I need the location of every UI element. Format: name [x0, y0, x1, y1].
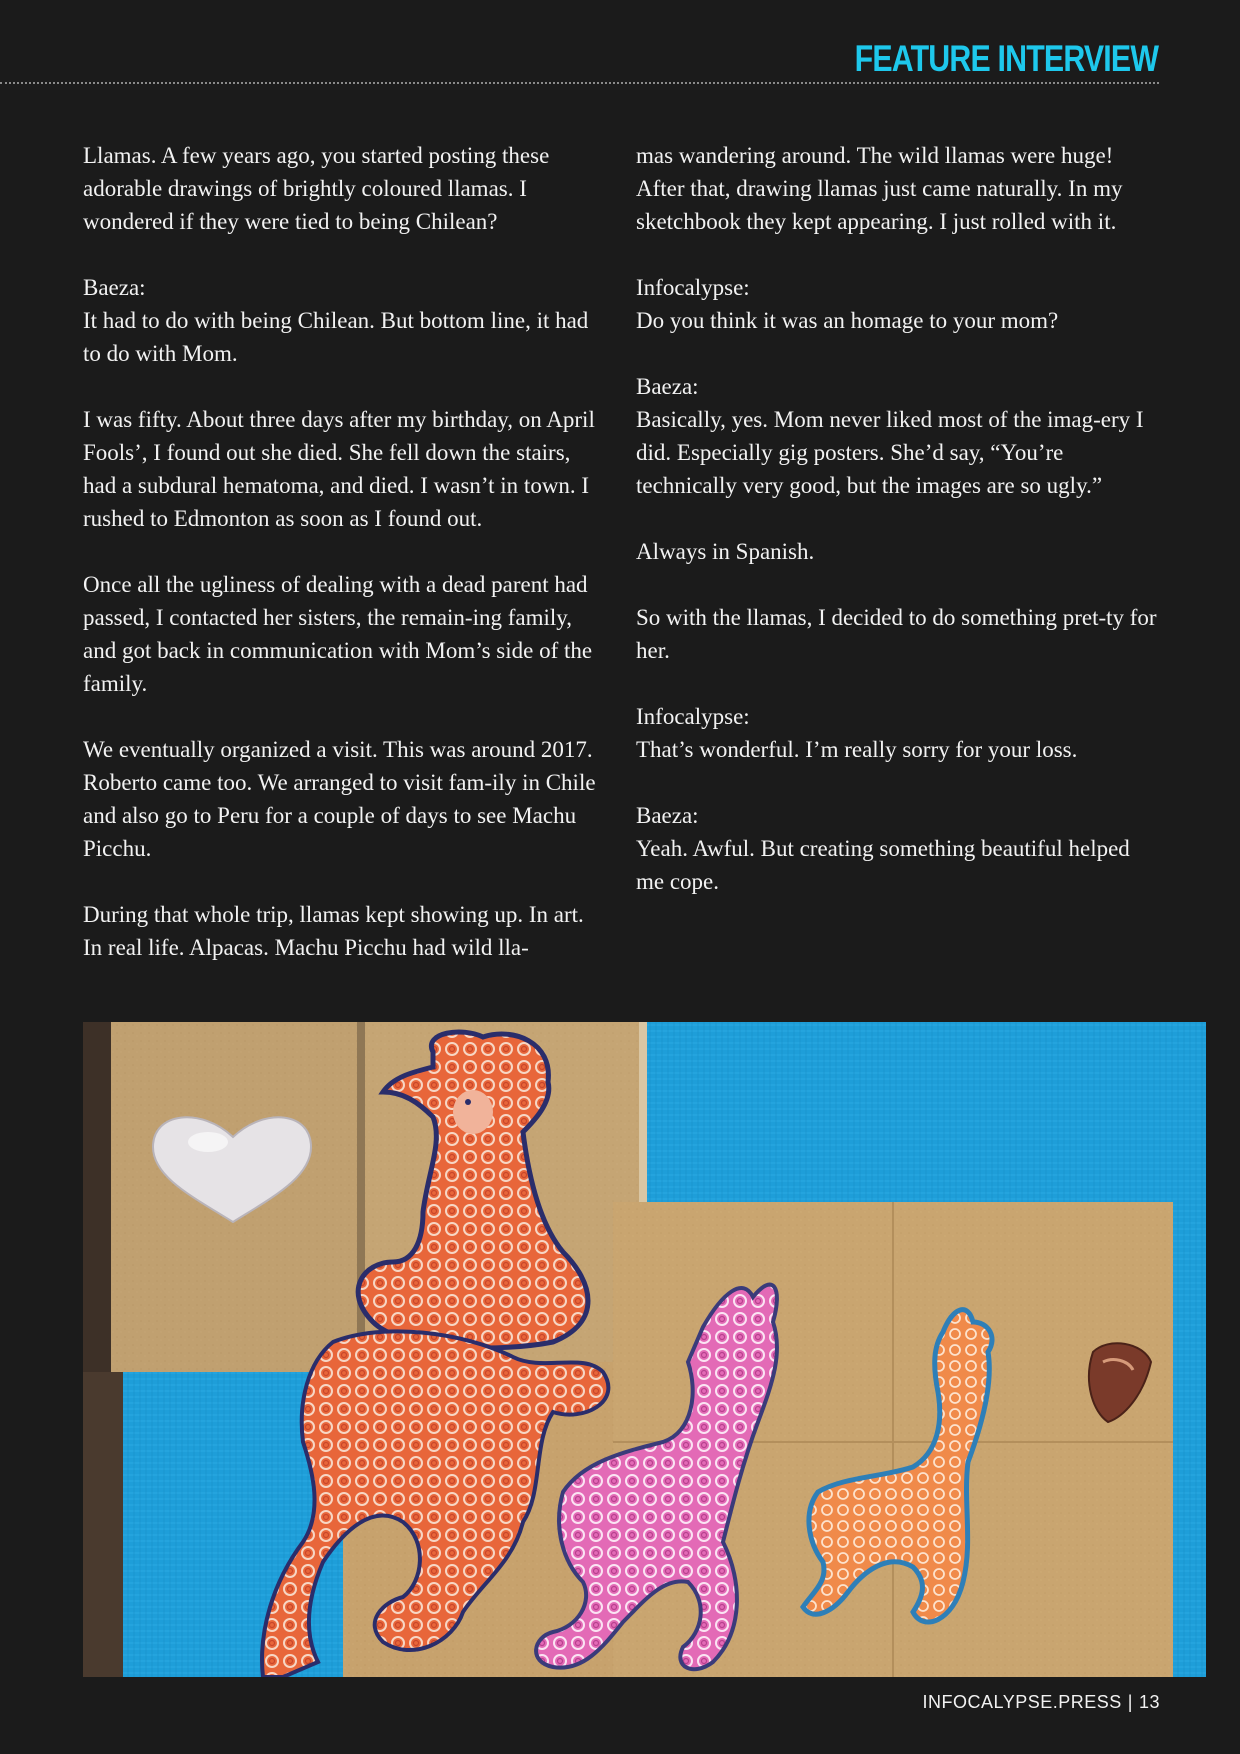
right-column	[636, 139, 1158, 931]
body-paragraph: Always in Spanish.	[636, 539, 815, 564]
speaker-label: Baeza:	[636, 803, 699, 828]
body-paragraph: mas wandering around. The wild llamas were huge! After that, drawing llamas just came naturally. In my sketchbook they kept appearing. I just rolled with it.	[636, 143, 1123, 234]
answer-block	[83, 271, 605, 370]
speaker-label: Baeza:	[636, 374, 699, 399]
page-footer	[923, 1692, 1160, 1713]
speaker-label: Infocalypse:	[636, 275, 750, 300]
llama-sketchbook-photo	[83, 1022, 1206, 1677]
left-column	[83, 139, 605, 964]
body-paragraph: Once all the ugliness of dealing with a dead parent had passed, I contacted her sisters, the remain-ing family, and got back in communication with Mom’s side of the family.	[83, 572, 593, 696]
header-divider	[0, 82, 1159, 84]
section-title: FEATURE INTERVIEW	[854, 38, 1158, 79]
page-number: 13	[1138, 1692, 1160, 1712]
question-text: That’s wonderful. I’m really sorry for your loss.	[636, 737, 1078, 762]
answer-block	[636, 799, 1158, 898]
answer-text: Basically, yes. Mom never liked most of the imag-ery I did. Especially gig posters. She’d say, “You’re technically very good, but the images are so ugly.”	[636, 407, 1144, 498]
question-text: Do you think it was an homage to your mom?	[636, 308, 1059, 333]
question-paragraph: Llamas. A few years ago, you started posting these adorable drawings of brightly coloured llamas. I wondered if they were tied to being Chilean?	[83, 143, 550, 234]
site-name: INFOCALYPSE.PRESS	[922, 1692, 1122, 1712]
speaker-label: Infocalypse:	[636, 704, 750, 729]
speaker-label: Baeza:	[83, 275, 146, 300]
answer-text: It had to do with being Chilean. But bottom line, it had to do with Mom.	[83, 308, 589, 366]
question-block	[636, 271, 1158, 337]
body-paragraph: During that whole trip, llamas kept showing up. In art. In real life. Alpacas. Machu Picchu had wild lla-	[83, 902, 584, 960]
answer-block	[636, 370, 1158, 502]
llama-sketchbook-illustration	[83, 1022, 1206, 1677]
body-paragraph: I was fifty. About three days after my birthday, on April Fools’, I found out she died. She fell down the stairs, had a subdural hematoma, and died. I wasn’t in town. I rushed to Edmonton as soon as I found out.	[83, 407, 595, 531]
question-block	[636, 700, 1158, 766]
body-paragraph: So with the llamas, I decided to do something pret-ty for her.	[636, 605, 1157, 663]
footer-separator: |	[1127, 1692, 1133, 1712]
body-paragraph: We eventually organized a visit. This was around 2017. Roberto came too. We arranged to visit fam-ily in Chile and also go to Peru for a couple of days to see Machu Picchu.	[83, 737, 596, 861]
answer-text: Yeah. Awful. But creating something beautiful helped me cope.	[636, 836, 1130, 894]
